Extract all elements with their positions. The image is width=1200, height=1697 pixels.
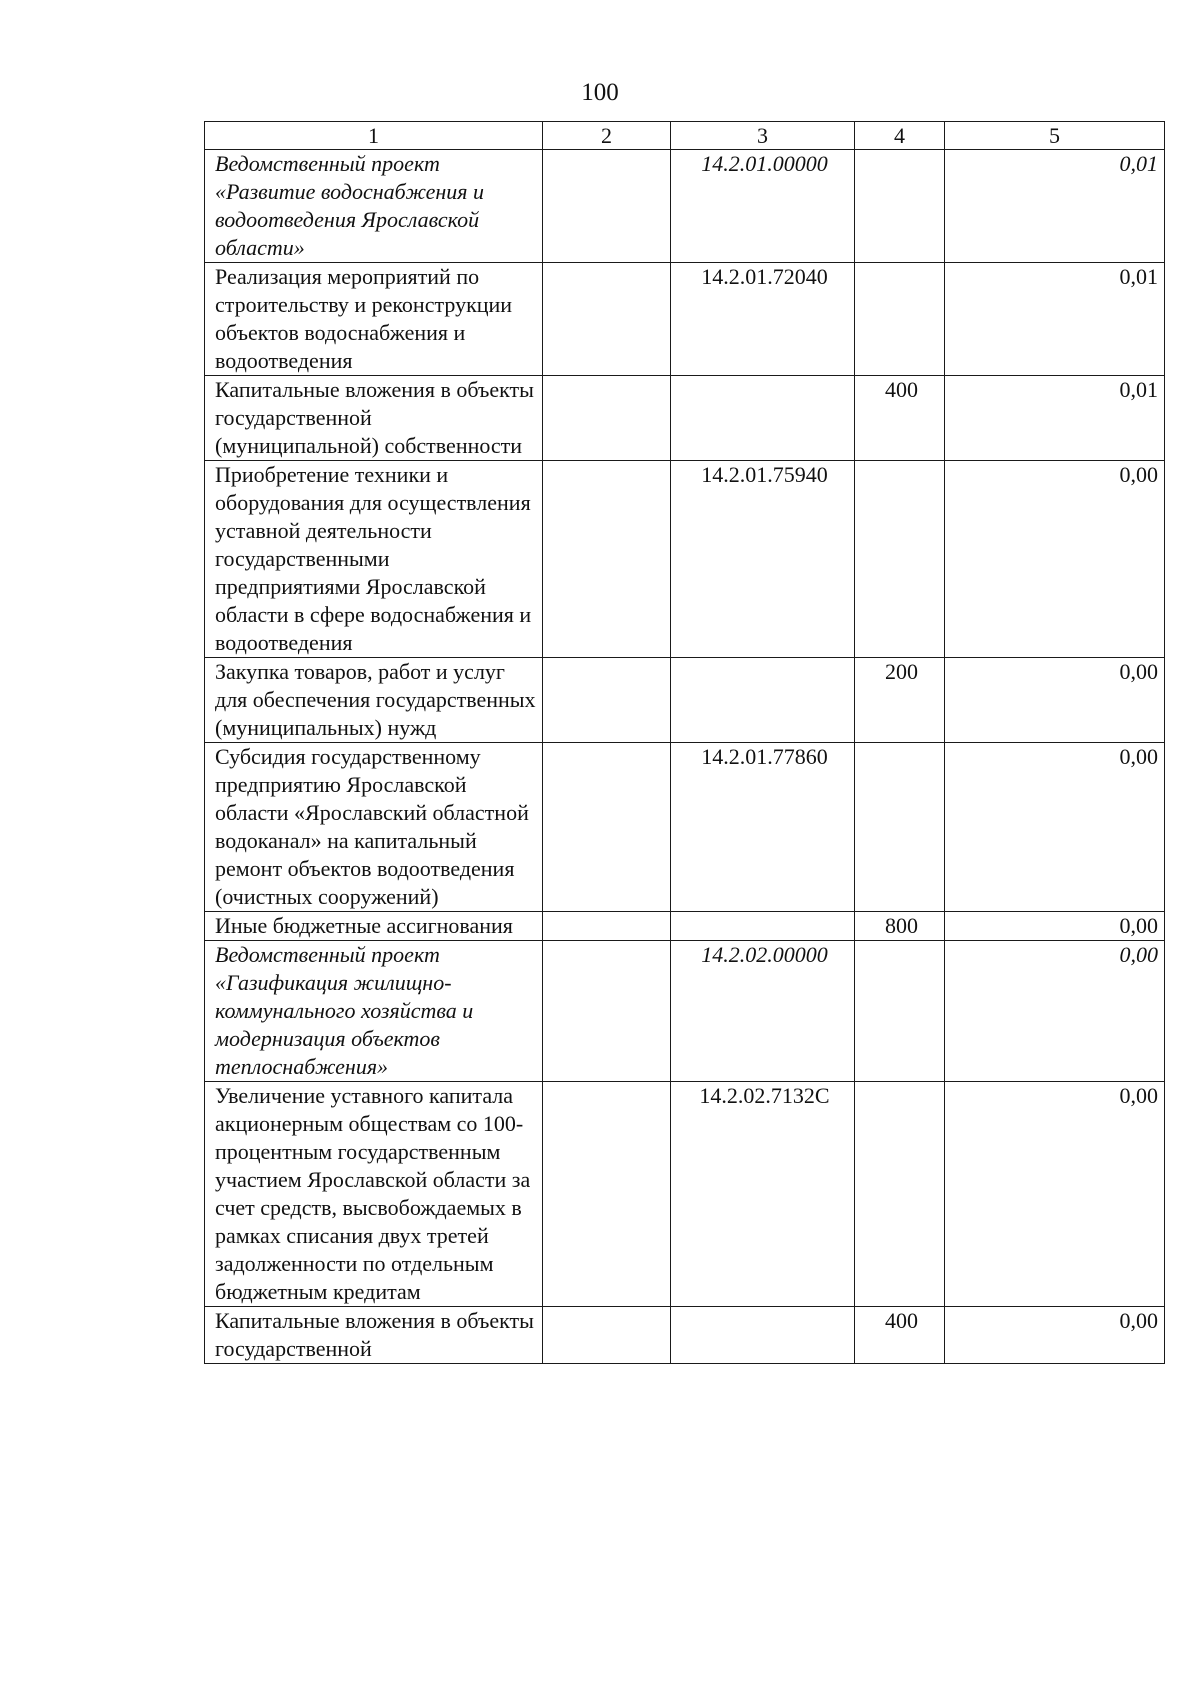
- table-row: [205, 263, 1165, 376]
- cell-sum: 0,00: [945, 743, 1165, 912]
- cell-sum: 0,00: [945, 461, 1165, 658]
- cell-col2: [543, 263, 671, 376]
- cell-col2: [543, 743, 671, 912]
- cell-expense-type: 800: [855, 912, 945, 941]
- budget-table: [204, 121, 1165, 1364]
- header-col-4: 4: [855, 122, 945, 150]
- cell-sum: 0,00: [945, 1307, 1165, 1364]
- table-row: [205, 912, 1165, 941]
- cell-expense-type: 400: [855, 1307, 945, 1364]
- header-col-1: 1: [205, 122, 543, 150]
- cell-sum: 0,01: [945, 150, 1165, 263]
- cell-name: Закупка товаров, работ и услуг для обеспечения государственных (муниципальных) нужд: [205, 658, 543, 743]
- cell-code: [671, 1307, 855, 1364]
- cell-expense-type: [855, 263, 945, 376]
- cell-col2: [543, 461, 671, 658]
- cell-name: Ведомственный проект «Развитие водоснабжения и водоотведения Ярославской области»: [205, 150, 543, 263]
- cell-sum: 0,00: [945, 1082, 1165, 1307]
- cell-code: 14.2.01.72040: [671, 263, 855, 376]
- table-row: [205, 658, 1165, 743]
- cell-sum: 0,00: [945, 941, 1165, 1082]
- cell-col2: [543, 912, 671, 941]
- cell-code: 14.2.02.00000: [671, 941, 855, 1082]
- cell-col2: [543, 1082, 671, 1307]
- cell-code: 14.2.01.00000: [671, 150, 855, 263]
- cell-name: Увеличение уставного капитала акционерным обществам со 100-процентным государственным участием Ярославской области за счет средств, высвобождаемых в рамках списания двух третей задолженности по отдельным бюджетным кредитам: [205, 1082, 543, 1307]
- cell-name: Капитальные вложения в объекты государственной: [205, 1307, 543, 1364]
- cell-sum: 0,01: [945, 376, 1165, 461]
- table-row: [205, 376, 1165, 461]
- cell-code: [671, 376, 855, 461]
- cell-code: 14.2.01.77860: [671, 743, 855, 912]
- cell-expense-type: [855, 1082, 945, 1307]
- cell-expense-type: 200: [855, 658, 945, 743]
- table-body: [205, 150, 1165, 1364]
- cell-col2: [543, 1307, 671, 1364]
- table-row: [205, 941, 1165, 1082]
- cell-code: 14.2.01.75940: [671, 461, 855, 658]
- cell-sum: 0,00: [945, 912, 1165, 941]
- header-col-2: 2: [543, 122, 671, 150]
- cell-expense-type: [855, 743, 945, 912]
- header-col-3: 3: [671, 122, 855, 150]
- cell-expense-type: [855, 150, 945, 263]
- cell-sum: 0,00: [945, 658, 1165, 743]
- cell-expense-type: [855, 461, 945, 658]
- cell-col2: [543, 658, 671, 743]
- cell-expense-type: 400: [855, 376, 945, 461]
- table-header-row: [205, 122, 1165, 150]
- cell-name: Реализация мероприятий по строительству и реконструкции объектов водоснабжения и водоотведения: [205, 263, 543, 376]
- cell-code: [671, 658, 855, 743]
- cell-col2: [543, 376, 671, 461]
- cell-name: Иные бюджетные ассигнования: [205, 912, 543, 941]
- page-number: 100: [581, 79, 619, 106]
- cell-col2: [543, 150, 671, 263]
- table-row: [205, 743, 1165, 912]
- table-row: [205, 1082, 1165, 1307]
- table-row: [205, 461, 1165, 658]
- cell-name: Ведомственный проект «Газификация жилищно-коммунального хозяйства и модернизация объектов теплоснабжения»: [205, 941, 543, 1082]
- cell-col2: [543, 941, 671, 1082]
- cell-expense-type: [855, 941, 945, 1082]
- cell-name: Субсидия государственному предприятию Ярославской области «Ярославский областной водоканал» на капитальный ремонт объектов водоотведения (очистных сооружений): [205, 743, 543, 912]
- cell-code: [671, 912, 855, 941]
- cell-sum: 0,01: [945, 263, 1165, 376]
- table-row: [205, 1307, 1165, 1364]
- cell-name: Приобретение техники и оборудования для осуществления уставной деятельности государственными предприятиями Ярославской области в сфере водоснабжения и водоотведения: [205, 461, 543, 658]
- cell-code: 14.2.02.7132С: [671, 1082, 855, 1307]
- table-row: [205, 150, 1165, 263]
- cell-name: Капитальные вложения в объекты государственной (муниципальной) собственности: [205, 376, 543, 461]
- header-col-5: 5: [945, 122, 1165, 150]
